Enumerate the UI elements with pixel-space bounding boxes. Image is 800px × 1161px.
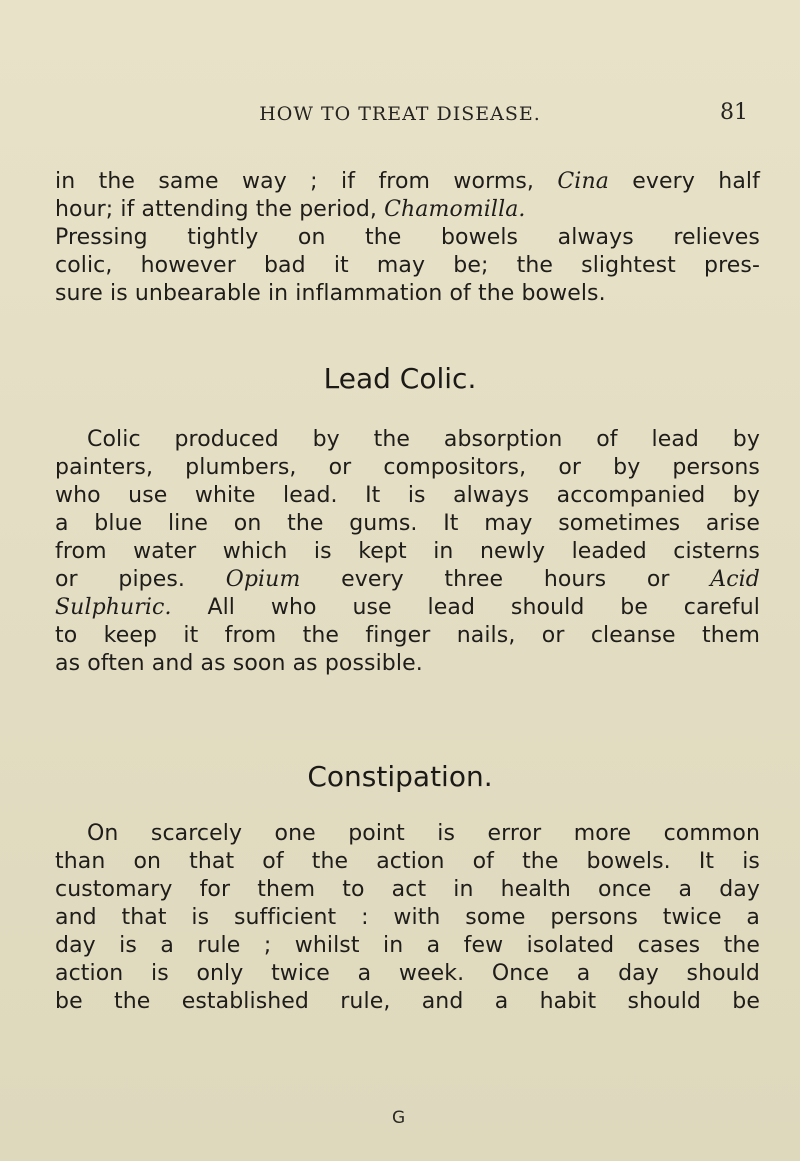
italic-remedy: Opium — [225, 567, 301, 592]
text-line — [55, 168, 760, 196]
text-line: action is only twice a week. Once a day should — [55, 961, 760, 986]
section-heading-constipation: Constipation. — [307, 760, 493, 793]
text-line: and that is sufficient : with some persons twice a — [55, 905, 760, 930]
text-run: or pipes. — [55, 567, 226, 592]
text-line: painters, plumbers, or compositors, or by persons — [55, 455, 760, 480]
text-line: On scarcely one point is error more common — [87, 821, 760, 846]
text-run: every three hours or — [300, 567, 711, 592]
text-run: hour; if attending the period, — [55, 197, 385, 222]
text-line: be the established rule, and a habit should be — [55, 989, 760, 1014]
text-line: customary for them to act in health once a day — [55, 877, 760, 902]
text-run: All who use lead should be careful — [171, 595, 760, 620]
text-line — [55, 566, 760, 594]
text-line — [55, 594, 760, 622]
text-line: who use white lead. It is always accompanied by — [55, 483, 760, 508]
text-run: in the same way ; if from worms, — [55, 169, 558, 194]
running-head: HOW TO TREAT DISEASE. — [259, 103, 541, 125]
signature-mark: G — [392, 1108, 406, 1128]
text-line: colic, however bad it may be; the slightest pres- — [55, 253, 760, 278]
text-line: from water which is kept in newly leaded cisterns — [55, 539, 760, 564]
section-heading-lead-colic: Lead Colic. — [323, 362, 477, 395]
text-line: a blue line on the gums. It may sometimes arise — [55, 511, 760, 536]
text-line: Colic produced by the absorption of lead by — [87, 427, 760, 452]
italic-remedy: Acid — [710, 567, 760, 592]
text-line: to keep it from the finger nails, or cleanse them — [55, 623, 760, 648]
italic-remedy: Cina — [557, 169, 609, 194]
text-line: day is a rule ; whilst in a few isolated cases the — [55, 933, 760, 958]
text-line: sure is unbearable in inflammation of the bowels. — [55, 281, 606, 306]
text-line: Pressing tightly on the bowels always relieves — [55, 225, 760, 250]
page-number: 81 — [720, 100, 748, 125]
text-line: as often and as soon as possible. — [55, 651, 423, 676]
italic-remedy: Sulphuric. — [55, 595, 172, 620]
italic-remedy: Chamomilla. — [384, 197, 526, 222]
paragraph-continuation — [55, 168, 760, 308]
paragraph-lead-colic — [55, 426, 760, 678]
text-line — [55, 196, 760, 224]
paragraph-constipation — [55, 820, 760, 1016]
text-run: every half — [608, 169, 760, 194]
text-line: than on that of the action of the bowels. It is — [55, 849, 760, 874]
